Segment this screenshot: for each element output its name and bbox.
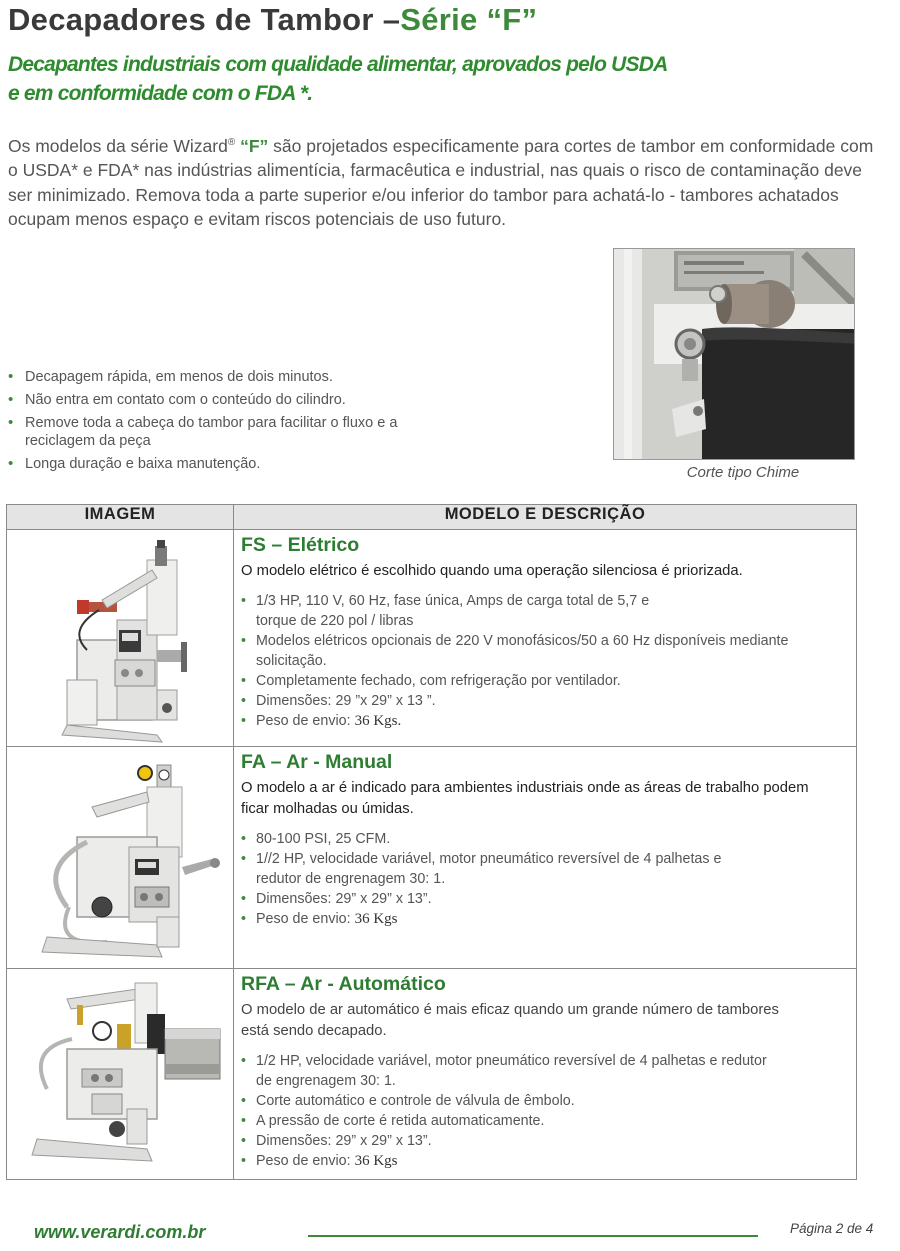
column-header-image: IMAGEM bbox=[7, 505, 234, 530]
registered-mark: ® bbox=[227, 137, 236, 148]
fa-air-manual-machine-image bbox=[7, 747, 232, 967]
weight-value: 36 Kgs. bbox=[354, 713, 402, 729]
model-summary: O modelo elétrico é escolhido quando uma operação silenciosa é priorizada. bbox=[241, 563, 743, 579]
model-description-cell bbox=[234, 530, 857, 747]
photo-caption: Corte tipo Chime bbox=[686, 464, 800, 481]
page-title bbox=[8, 2, 537, 38]
table-row bbox=[7, 530, 857, 747]
spec-item: • A pressão de corte é retida automaticamente. bbox=[241, 1111, 850, 1131]
title-accent: Série “F” bbox=[400, 2, 538, 37]
weight-label: Peso de envio: bbox=[256, 713, 355, 729]
model-image-cell bbox=[7, 747, 234, 969]
feature-item: • Longa duração e baixa manutenção. bbox=[8, 455, 438, 473]
model-name: RFA – Ar - Automático bbox=[241, 973, 446, 995]
model-summary: O modelo a ar é indicado para ambientes industriais onde as áreas de trabalho podem ficar molhadas ou úmidas. bbox=[241, 780, 809, 817]
intro-text-before: Os modelos da série Wizard bbox=[8, 135, 228, 156]
title-main: Decapadores de Tambor – bbox=[8, 2, 401, 37]
weight-label: Peso de envio: bbox=[256, 911, 355, 927]
spec-item: • Modelos elétricos opcionais de 220 V monofásicos/50 a 60 Hz disponíveis mediante solicitação. bbox=[241, 631, 850, 671]
model-image-cell bbox=[7, 969, 234, 1180]
weight-value: 36 Kgs bbox=[354, 911, 398, 927]
models-table bbox=[6, 504, 857, 1180]
model-name: FS – Elétrico bbox=[241, 534, 360, 556]
page-number: Página 2 de 4 bbox=[790, 1221, 874, 1236]
weight-label: Peso de envio: bbox=[256, 1153, 355, 1169]
intro-paragraph bbox=[8, 131, 878, 232]
model-name: FA – Ar - Manual bbox=[241, 751, 393, 773]
spec-item-weight bbox=[241, 1151, 850, 1171]
spec-list bbox=[241, 1051, 850, 1171]
intro-model-code: “F” bbox=[240, 135, 269, 156]
spec-item: • Corte automático e controle de válvula de êmbolo. bbox=[241, 1091, 850, 1111]
model-description-cell bbox=[234, 969, 857, 1180]
spec-item: • 1/2 HP, velocidade variável, motor pneumático reversível de 4 palhetas e redutor de engrenagem 30: 1. bbox=[241, 1051, 850, 1091]
chime-cut-illustration bbox=[614, 249, 854, 459]
chime-cut-photo bbox=[613, 248, 855, 460]
feature-item: • Não entra em contato com o conteúdo do cilindro. bbox=[8, 391, 438, 409]
model-description-cell bbox=[234, 747, 857, 969]
weight-value: 36 Kgs bbox=[354, 1153, 398, 1169]
table-row bbox=[7, 969, 857, 1180]
feature-item: • Decapagem rápida, em menos de dois minutos. bbox=[8, 368, 438, 386]
table-row bbox=[7, 747, 857, 969]
spec-list bbox=[241, 829, 850, 929]
spec-item: • Dimensões: 29” x 29” x 13”. bbox=[241, 889, 850, 909]
subtitle-line-2: e em conformidade com o FDA *. bbox=[8, 82, 313, 105]
spec-item: • 80-100 PSI, 25 CFM. bbox=[241, 829, 850, 849]
fs-electric-machine-image bbox=[7, 530, 232, 744]
table-header-row bbox=[7, 505, 857, 530]
spec-item-weight bbox=[241, 909, 850, 929]
footer-divider bbox=[308, 1235, 758, 1237]
column-header-model: MODELO E DESCRIÇÃO bbox=[234, 505, 857, 530]
spec-list bbox=[241, 591, 850, 731]
spec-item: • Dimensões: 29” x 29” x 13”. bbox=[241, 1131, 850, 1151]
intro-text-after: são projetados especificamente para cortes de tambor em conformidade com o USDA* e FDA* nas indústrias alimentícia, farmacêutica e industrial, nas quais o risco de contaminação deve ser minimizado. Remova toda a parte superior e/ou inferior do tambor para achatá-lo - tambores achatados ocupam menos espaço e evitam riscos potenciais de uso futuro. bbox=[8, 135, 874, 230]
feature-item: • Remove toda a cabeça do tambor para facilitar o fluxo e a reciclagem da peça bbox=[8, 414, 438, 450]
spec-item: • Completamente fechado, com refrigeração por ventilador. bbox=[241, 671, 850, 691]
footer-website-link[interactable]: www.verardi.com.br bbox=[34, 1222, 206, 1242]
subtitle-line-1: Decapantes industriais com qualidade alimentar, aprovados pelo USDA bbox=[8, 53, 668, 76]
model-summary: O modelo de ar automático é mais eficaz quando um grande número de tambores está sendo decapado. bbox=[241, 1002, 779, 1039]
rfa-air-automatic-machine-image bbox=[7, 969, 232, 1174]
feature-list bbox=[8, 368, 438, 478]
spec-item: • 1/3 HP, 110 V, 60 Hz, fase única, Amps de carga total de 5,7 e torque de 220 pol / libras bbox=[241, 591, 850, 631]
spec-item: • Dimensões: 29 ”x 29” x 13 ”. bbox=[241, 691, 850, 711]
spec-item: • 1//2 HP, velocidade variável, motor pneumático reversível de 4 palhetas e redutor de engrenagem 30: 1. bbox=[241, 849, 850, 889]
model-image-cell bbox=[7, 530, 234, 747]
spec-item-weight bbox=[241, 711, 850, 731]
page-subtitle bbox=[8, 50, 708, 108]
